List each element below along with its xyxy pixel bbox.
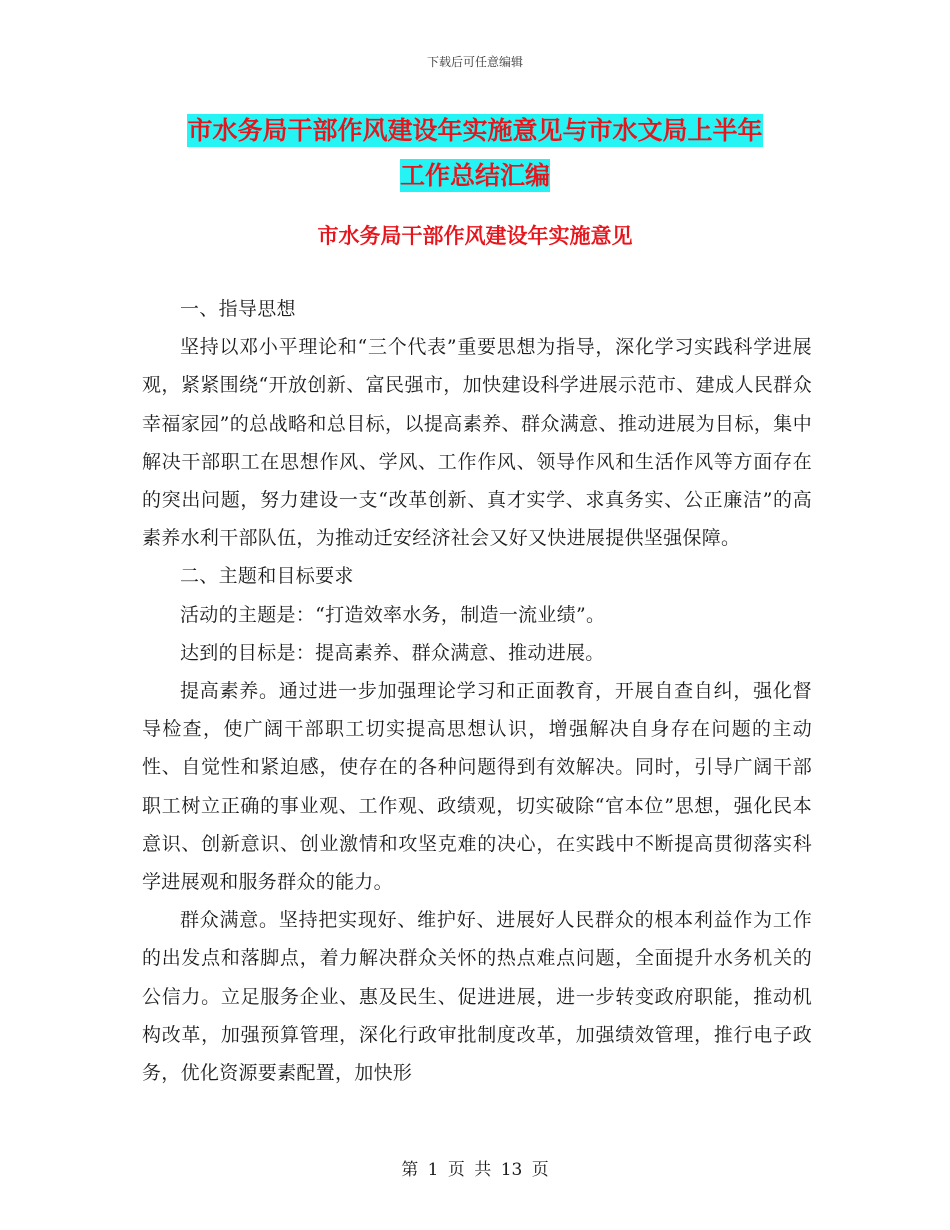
header-note: 下载后可任意编辑 [426, 55, 523, 69]
heading-theme-goals: 二、主题和目标要求 [180, 565, 354, 588]
paragraph-theme: 活动的主题是：“打造效率水务，制造一流业绩”。 [180, 603, 606, 626]
page-number: 第 1 页 共 13 页 [401, 1160, 549, 1180]
document-title-line1: 市水务局干部作风建设年实施意见与市水文局上半年 [187, 116, 763, 145]
paragraph-public-satisfaction: 群众满意。坚持把实现好、维护好、进展好人民群众的根本利益作为工作的出发点和落脚点，着力解决群众关怀的热点难点问题，全面提升水务机关的公信力。立足服务企业、惠及民生、促进进展，进一步转变政府职能，推动机构改革，加强预算管理，深化行政审批制度改革，加强绩效管理，推行电子政务，优化资源要素配置，加快形 [142, 909, 812, 1085]
document-title-line2: 工作总结汇编 [399, 161, 550, 190]
paragraph-guiding-thought: 坚持以邓小平理论和“三个代表”重要思想为指导，深化学习实践科学进展观，紧紧围绕“开放创新、富民强市，加快建设科学进展示范市、建成人民群众幸福家园”的总战略和总目标，以提高素养、群众满意、推动进展为目标，集中解决干部职工在思想作风、学风、工作作风、领导作风和生活作风等方面存在的突出问题，努力建设一支“改革创新、真才实学、求真务实、公正廉洁”的高素养水利干部队伍，为推动迁安经济社会又好又快进展提供坚强保障。 [142, 336, 812, 550]
section-title: 市水务局干部作风建设年实施意见 [317, 224, 633, 248]
heading-guiding-thought: 一、指导思想 [180, 298, 296, 320]
paragraph-goals: 达到的目标是：提高素养、群众满意、推动进展。 [180, 641, 605, 664]
paragraph-improve-quality: 提高素养。通过进一步加强理论学习和正面教育，开展自查自纠，强化督导检查，使广阔干部职工切实提高思想认识，增强解决自身存在问题的主动性、自觉性和紧迫感，使存在的各种问题得到有效解决。同时，引导广阔干部职工树立正确的事业观、工作观、政绩观，切实破除“官本位”思想，强化民本意识、创新意识、创业激情和攻坚克难的决心，在实践中不断提高贯彻落实科学进展观和服务群众的能力。 [142, 680, 812, 894]
document-body [142, 290, 812, 1092]
document-title [140, 108, 810, 198]
